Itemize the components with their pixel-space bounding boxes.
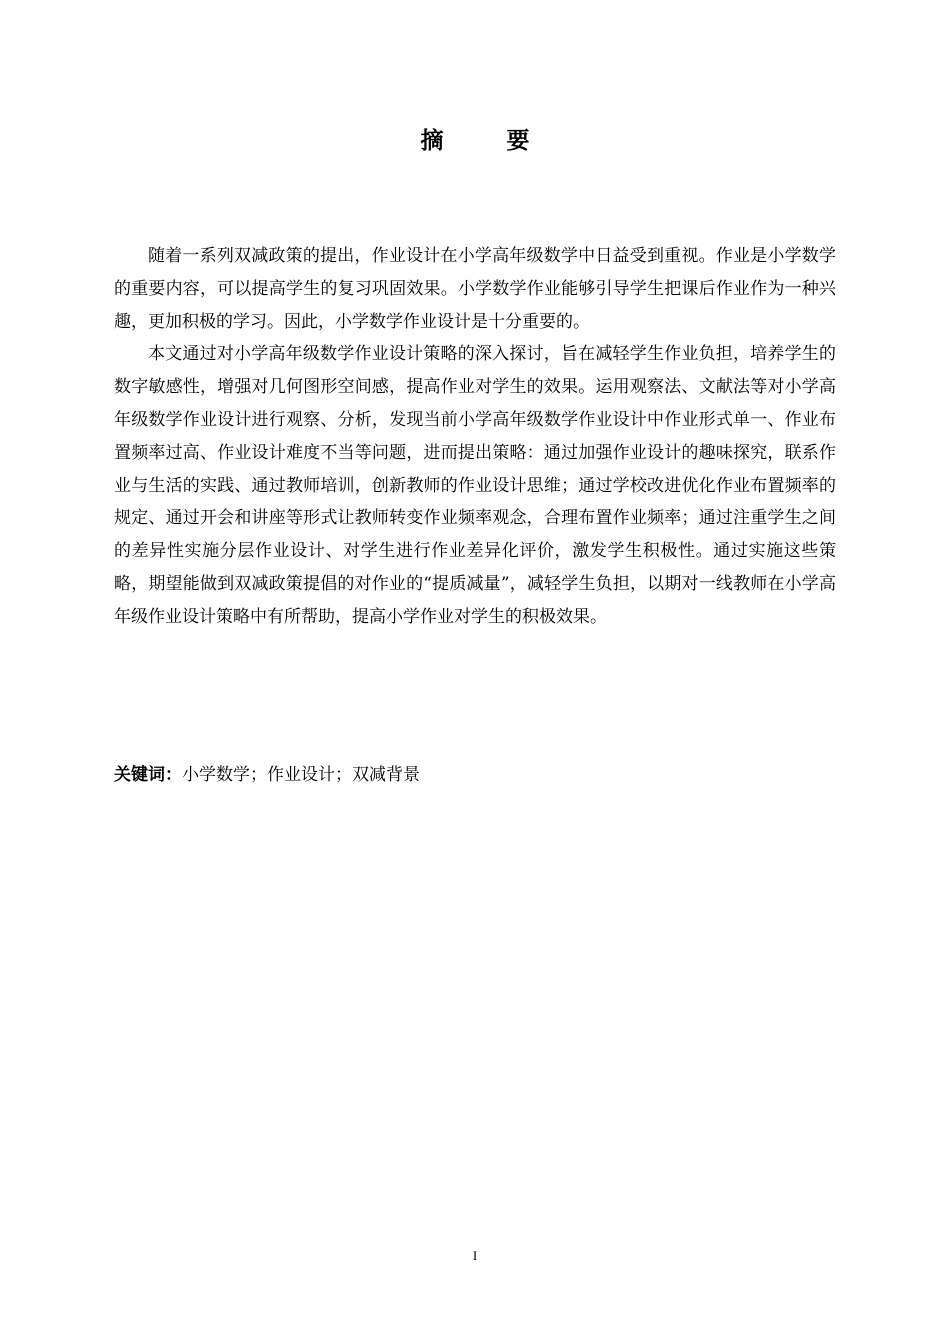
keywords-text: 小学数学；作业设计；双减背景 — [182, 765, 420, 785]
abstract-paragraph-2: 本文通过对小学高年级数学作业设计策略的深入探讨，旨在减轻学生作业负担，培养学生的数字敏感性，增强对几何图形空间感，提高作业对学生的效果。运用观察法、文献法等对小学高年级数学作业设计进行观察、分析，发现当前小学高年级数学作业设计中作业形式单一、作业布置频率过高、作业设计难度不当等问题，进而提出策略：通过加强作业设计的趣味探究，联系作业与生活的实践、通过教师培训，创新教师的作业设计思维；通过学校改进优化作业布置频率的规定、通过开会和讲座等形式让教师转变作业频率观念，合理布置作业频率；通过注重学生之间的差异性实施分层作业设计、对学生进行作业差异化评价，激发学生积极性。通过实施这些策略，期望能做到双减政策提倡的对作业的“提质减量”，减轻学生负担，以期对一线教师在小学高年级作业设计策略中有所帮助，提高小学作业对学生的积极效果。 — [114, 344, 836, 627]
abstract-paragraph-1: 随着一系列双减政策的提出，作业设计在小学高年级数学中日益受到重视。作业是小学数学的重要内容，可以提高学生的复习巩固效果。小学数学作业能够引导学生把课后作业作为一种兴趣，更加积极的学习。因此，小学数学作业设计是十分重要的。 — [114, 246, 836, 332]
page-number: I — [472, 1248, 478, 1263]
page-title: 摘 要 — [420, 128, 550, 154]
keywords-label: 关键词： — [114, 765, 182, 785]
keywords-line — [114, 760, 836, 790]
abstract-body — [114, 240, 836, 634]
